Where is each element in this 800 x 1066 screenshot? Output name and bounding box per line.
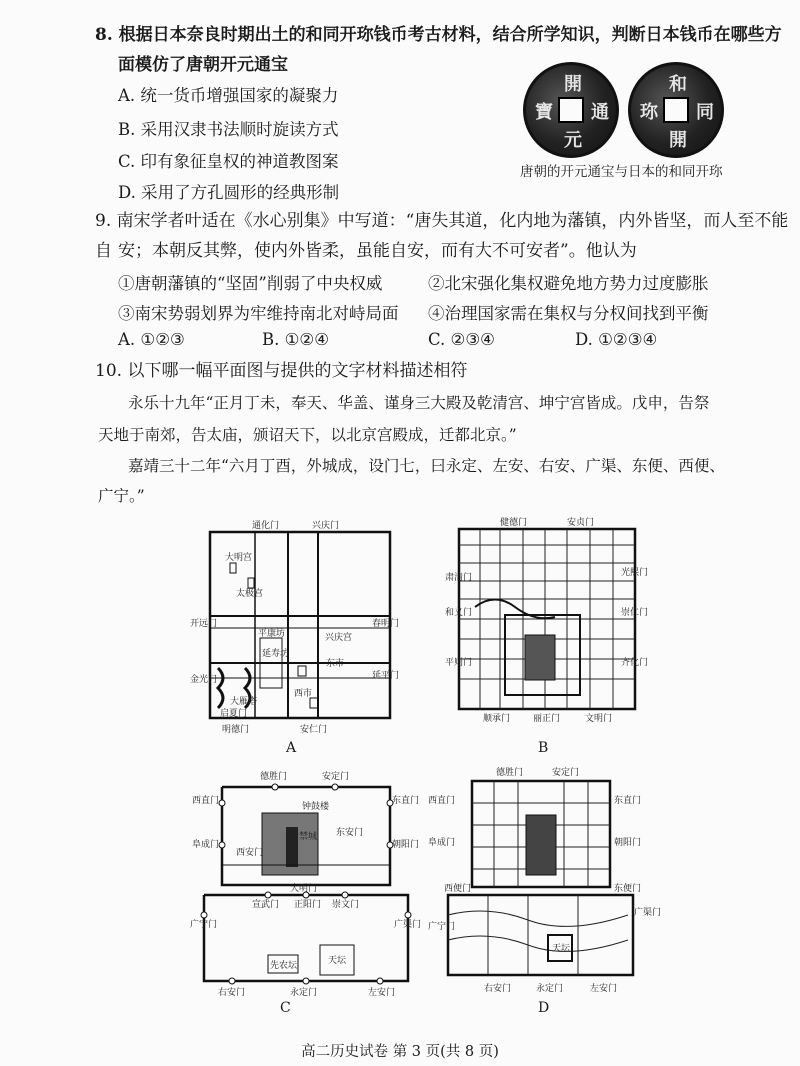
map-a-label: 安仁门 bbox=[300, 725, 328, 735]
map-c-caption: C bbox=[280, 1000, 291, 1016]
coin-glyph-bottom: 開 bbox=[669, 130, 687, 151]
q9-item-1: ①唐朝藩镇的“坚固”削弱了中央权威 bbox=[118, 274, 383, 293]
coin-glyph-left: 珎 bbox=[640, 102, 658, 123]
q9-item-4: ④治理国家需在集权与分权间找到平衡 bbox=[428, 304, 709, 323]
q9-option-c: C. ②③④ bbox=[428, 330, 495, 349]
svg-text:西直门: 西直门 bbox=[192, 796, 220, 806]
q9-option-b: B. ①②④ bbox=[262, 330, 329, 349]
map-a-label: 兴庆宫 bbox=[325, 633, 353, 643]
svg-text:文明门: 文明门 bbox=[585, 714, 613, 724]
map-a-label: 东市 bbox=[326, 659, 345, 669]
coin-glyph-right: 通 bbox=[591, 102, 609, 123]
svg-text:广宁门: 广宁门 bbox=[190, 920, 218, 930]
svg-text:齐化门: 齐化门 bbox=[621, 658, 649, 668]
svg-text:肃清门: 肃清门 bbox=[445, 573, 473, 583]
map-a-label: 平康坊 bbox=[258, 629, 286, 639]
svg-text:朝阳门: 朝阳门 bbox=[392, 840, 420, 850]
q8-stem-line2: 面模仿了唐朝开元通宝 bbox=[118, 55, 288, 75]
q10-quote1-line2: 天地于南郊，告太庙，颁诏天下，以北京宫殿成，迁都北京。” bbox=[98, 426, 517, 444]
svg-text:钟鼓楼: 钟鼓楼 bbox=[302, 802, 330, 812]
map-a-label: 开远门 bbox=[190, 619, 218, 629]
map-a-label: 春明门 bbox=[372, 619, 400, 629]
q8-option-b: B. 采用汉隶书法顺时旋读方式 bbox=[118, 120, 339, 139]
svg-text:先农坛: 先农坛 bbox=[270, 961, 298, 971]
svg-text:大明门: 大明门 bbox=[290, 884, 318, 894]
q8-option-a: A. 统一货币增强国家的凝聚力 bbox=[118, 86, 339, 105]
map-a-label: 西市 bbox=[294, 689, 313, 699]
svg-text:天坛: 天坛 bbox=[328, 956, 347, 966]
svg-text:安贞门: 安贞门 bbox=[567, 518, 595, 528]
svg-text:正阳门: 正阳门 bbox=[294, 900, 322, 910]
q10-quote2-line1: 嘉靖三十二年“六月丁酉，外城成，设门七，曰永定、左安、右安、广渠、东便、西便、 bbox=[128, 457, 725, 475]
svg-text:紫禁城: 紫禁城 bbox=[290, 832, 318, 842]
svg-text:西便门: 西便门 bbox=[444, 884, 472, 894]
svg-text:健德门: 健德门 bbox=[500, 518, 528, 528]
kaiyuan-coin-image bbox=[523, 62, 619, 158]
map-a-label: 兴庆门 bbox=[312, 521, 340, 531]
map-c bbox=[190, 765, 420, 1000]
svg-text:宣武门: 宣武门 bbox=[252, 900, 280, 910]
q9-item-3: ③南宋势弱划界为牢维持南北对峙局面 bbox=[118, 304, 399, 323]
svg-text:东直门: 东直门 bbox=[392, 796, 420, 806]
coin-square-hole bbox=[663, 97, 689, 123]
q9-stem-line2: 安；本朝反其弊，使内外皆柔，虽能自安，而有大不可安者”。他认为 bbox=[118, 241, 637, 261]
q9-option-a: A. ①②③ bbox=[118, 330, 185, 349]
map-d-caption: D bbox=[538, 1000, 550, 1016]
svg-text:东便门: 东便门 bbox=[614, 884, 642, 894]
svg-text:安定门: 安定门 bbox=[322, 772, 350, 782]
svg-text:右安门: 右安门 bbox=[484, 984, 512, 994]
svg-text:左安门: 左安门 bbox=[590, 984, 618, 994]
svg-text:德胜门: 德胜门 bbox=[496, 768, 524, 778]
q8-stem-line1: 8. 根据日本奈良时期出土的和同开珎钱币考古材料，结合所学知识，判断日本钱币在哪些方 bbox=[95, 25, 782, 45]
svg-text:广宁门: 广宁门 bbox=[428, 922, 456, 932]
svg-text:平则门: 平则门 bbox=[445, 658, 473, 668]
svg-text:崇文门: 崇文门 bbox=[332, 900, 360, 910]
map-d bbox=[428, 765, 662, 1000]
svg-text:广渠门: 广渠门 bbox=[634, 908, 662, 918]
map-a-label: 延平门 bbox=[372, 671, 400, 681]
coin-image-caption: 唐朝的开元通宝与日本的和同开珎 bbox=[520, 164, 723, 180]
q10-quote1-line1: 永乐十九年“正月丁未，奉天、华盖、谨身三大殿及乾清宫、坤宁宫皆成。戊申，告祭 bbox=[128, 394, 710, 412]
svg-text:安定门: 安定门 bbox=[552, 768, 580, 778]
q10-stem: 10. 以下哪一幅平面图与提供的文字材料描述相符 bbox=[95, 361, 468, 381]
svg-text:广渠门: 广渠门 bbox=[394, 920, 422, 930]
map-a-label: 大明宫 bbox=[225, 553, 253, 563]
svg-text:光熙门: 光熙门 bbox=[621, 568, 649, 578]
svg-text:东安门: 东安门 bbox=[336, 828, 364, 838]
q9-stem-line1: 9. 南宋学者叶适在《水心别集》中写道：“唐失其道，化内地为藩镇，内外皆坚，而人至不能自 bbox=[95, 211, 789, 261]
coin-glyph-top: 開 bbox=[564, 74, 582, 95]
map-a-label: 启夏门 bbox=[220, 709, 248, 719]
map-a-label: 大雁塔 bbox=[230, 697, 258, 707]
svg-text:德胜门: 德胜门 bbox=[260, 772, 288, 782]
wadokaichin-coin-image bbox=[628, 62, 724, 158]
svg-text:永定门: 永定门 bbox=[290, 988, 318, 998]
map-a-label: 金光门 bbox=[190, 675, 218, 685]
map-b-caption: B bbox=[538, 740, 549, 756]
svg-text:右安门: 右安门 bbox=[218, 988, 246, 998]
q9-option-d: D. ①②③④ bbox=[575, 330, 658, 349]
svg-text:东直门: 东直门 bbox=[614, 796, 642, 806]
map-a-caption: A bbox=[286, 740, 297, 756]
map-a-label: 通化门 bbox=[252, 521, 280, 531]
map-b bbox=[445, 515, 649, 725]
coin-glyph-right: 同 bbox=[696, 102, 714, 123]
q9-item-2: ②北宋强化集权避免地方势力过度膨胀 bbox=[428, 274, 709, 293]
svg-text:崇仁门: 崇仁门 bbox=[621, 608, 649, 618]
map-a-label: 明德门 bbox=[222, 725, 250, 735]
q8-option-d: D. 采用了方孔圆形的经典形制 bbox=[118, 183, 340, 202]
svg-text:和义门: 和义门 bbox=[445, 608, 473, 618]
coin-glyph-bottom: 元 bbox=[564, 130, 582, 151]
svg-text:西直门: 西直门 bbox=[428, 796, 456, 806]
page-footer: 高二历史试卷 第 3 页(共 8 页) bbox=[301, 1044, 499, 1060]
svg-text:阜成门: 阜成门 bbox=[192, 840, 220, 850]
svg-text:顺承门: 顺承门 bbox=[483, 714, 511, 724]
q8-option-c: C. 印有象征皇权的神道教图案 bbox=[118, 152, 339, 171]
svg-text:西安门: 西安门 bbox=[236, 848, 264, 858]
svg-text:天坛: 天坛 bbox=[552, 944, 571, 954]
map-a-label: 太极宫 bbox=[236, 589, 264, 599]
svg-text:永定门: 永定门 bbox=[536, 984, 564, 994]
svg-text:朝阳门: 朝阳门 bbox=[614, 838, 642, 848]
coin-square-hole bbox=[558, 97, 584, 123]
q10-quote2-line2: 广宁。” bbox=[98, 487, 145, 505]
coin-glyph-left: 寶 bbox=[535, 102, 553, 123]
svg-text:阜成门: 阜成门 bbox=[428, 838, 456, 848]
coin-glyph-top: 和 bbox=[669, 74, 687, 95]
map-a-label: 延寿坊 bbox=[262, 649, 290, 659]
svg-text:左安门: 左安门 bbox=[368, 988, 396, 998]
map-a bbox=[190, 518, 410, 740]
svg-text:丽正门: 丽正门 bbox=[533, 714, 561, 724]
